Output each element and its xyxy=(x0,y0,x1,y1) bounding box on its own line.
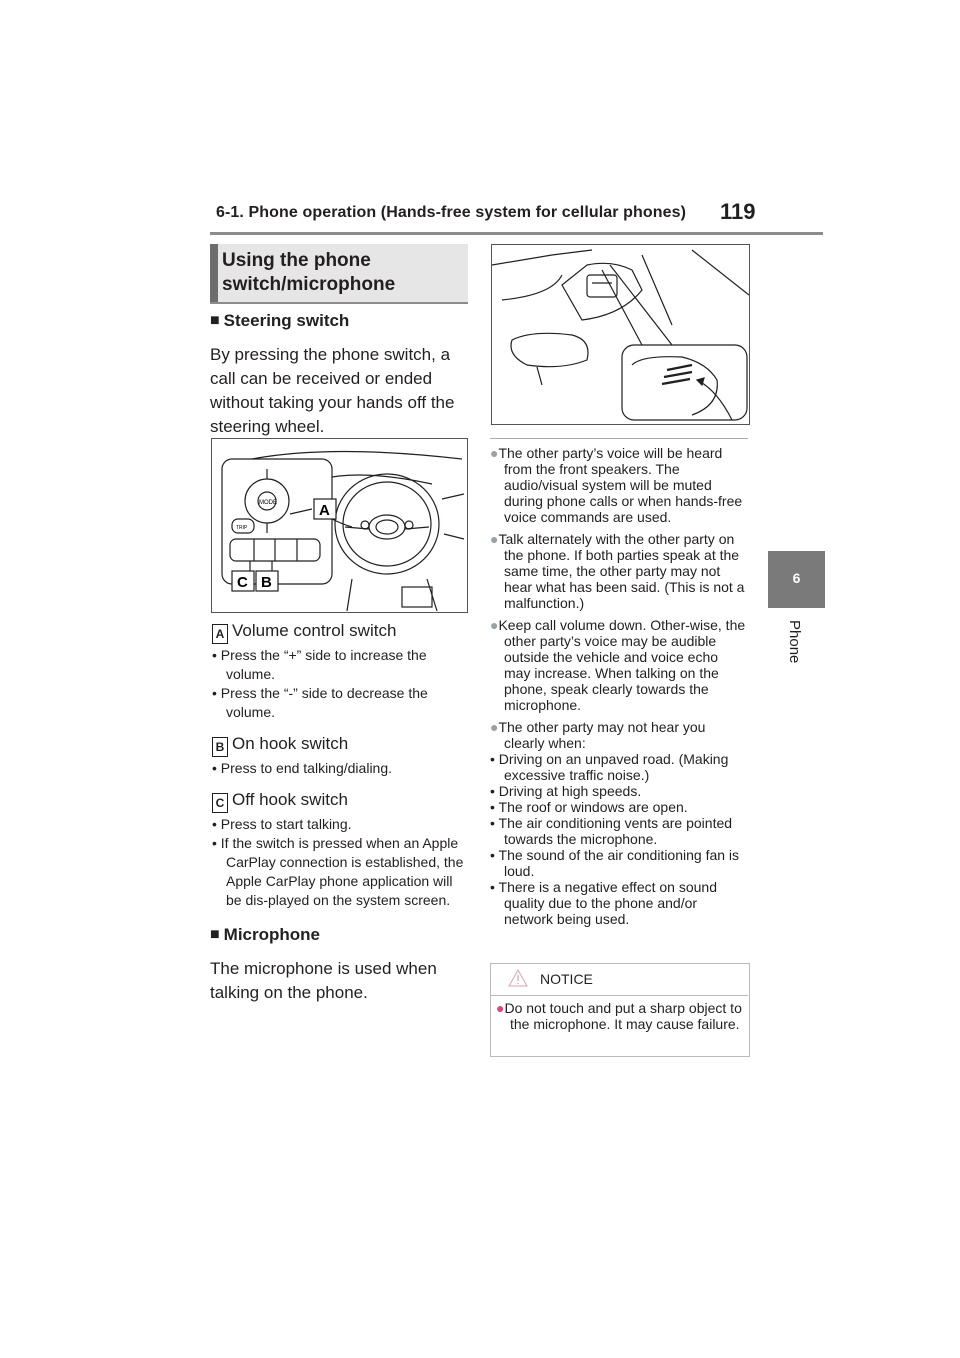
mode-button-label: MODE xyxy=(259,500,277,506)
steering-intro: By pressing the phone switch, a call can be received or ended without taking your hands off the steering wheel. xyxy=(210,345,455,436)
steering-wheel-illustration xyxy=(212,439,467,612)
bullet: • Press to start talking. xyxy=(212,816,352,832)
microphone-section xyxy=(210,925,468,1005)
chapter-number: 6 xyxy=(792,570,801,586)
square-bullet-icon: ■ xyxy=(210,312,220,329)
running-header: 6-1. Phone operation (Hands-free system for cellular phones) xyxy=(216,204,687,221)
callout-c: C xyxy=(237,574,248,591)
chapter-label: Phone xyxy=(786,620,803,664)
notice-title: NOTICE xyxy=(540,971,593,987)
label-a-badge: A xyxy=(212,624,228,644)
note-item: ●Talk alternately with the other party on the phone. If both parties speak at the same time, the other party may not hear what has been said. (This is not a malfunction.) xyxy=(490,531,745,611)
condition-item: • There is a negative effect on sound quality due to the phone and/or network being used. xyxy=(490,879,717,927)
callout-a: A xyxy=(319,502,330,519)
section-heading-bar xyxy=(210,244,218,302)
label-b-badge: B xyxy=(212,737,228,757)
microphone-illustration xyxy=(492,245,749,424)
notes-list xyxy=(490,445,748,927)
bullet: • If the switch is pressed when an Apple CarPlay connection is established, the Apple CarPlay phone application will be dis-played on the system screen. xyxy=(212,835,464,908)
note-item: ●The other party’s voice will be heard from the front speakers. The audio/visual system will be muted during phone calls or when hands-free voice commands are used. xyxy=(490,445,743,525)
page-number: 119 xyxy=(720,199,756,224)
note-item: ●The other party may not hear you clearly when: xyxy=(490,719,706,751)
item-title: On hook switch xyxy=(232,734,349,753)
bullet-dot-icon: ● xyxy=(490,531,499,547)
section-heading: Using the phone switch/microphone xyxy=(222,250,396,295)
item-on-hook xyxy=(212,734,468,778)
condition-item: • The sound of the air conditioning fan is loud. xyxy=(490,847,740,879)
steering-wheel-figure xyxy=(211,438,468,613)
microphone-figure xyxy=(491,244,750,425)
label-c-badge: C xyxy=(212,793,228,813)
bullet: • Press to end talking/dialing. xyxy=(212,760,393,776)
divider xyxy=(490,438,748,439)
item-volume xyxy=(212,621,468,722)
note-item: ●Keep call volume down. Other-wise, the other party’s voice may be audible outside the vehicle and voice echo may increase. When talking on the phone, speak clearly towards the microphone. xyxy=(490,617,746,713)
condition-item: • The air conditioning vents are pointed towards the microphone. xyxy=(490,815,733,847)
bullet: • Press the “-” side to decrease the volume. xyxy=(212,685,428,720)
item-off-hook xyxy=(212,790,468,910)
steering-section xyxy=(210,311,468,439)
bullet-dot-icon: ● xyxy=(496,1000,505,1016)
bullet-dot-icon: ● xyxy=(490,445,499,461)
condition-item: • The roof or windows are open. xyxy=(490,799,688,815)
square-bullet-icon: ■ xyxy=(210,926,220,943)
switch-list xyxy=(212,621,468,910)
trip-button-label: TRIP xyxy=(236,525,248,531)
warning-triangle-icon xyxy=(508,969,528,987)
item-title: Volume control switch xyxy=(232,621,397,640)
notice-text: ●Do not touch and put a sharp object to the microphone. It may cause failure. xyxy=(496,1000,742,1032)
bullet: • Press the “+” side to increase the volume. xyxy=(212,647,427,682)
steering-subheading: ■ Steering switch xyxy=(210,311,350,330)
condition-item: • Driving at high speeds. xyxy=(490,783,642,799)
notice-header xyxy=(490,963,748,996)
condition-item: • Driving on an unpaved road. (Making excessive traffic noise.) xyxy=(490,751,729,783)
item-title: Off hook switch xyxy=(232,790,348,809)
header-rule xyxy=(210,232,823,235)
microphone-subheading: ■ Microphone xyxy=(210,925,321,944)
callout-b: B xyxy=(261,574,272,591)
microphone-text: The microphone is used when talking on the phone. xyxy=(210,959,437,1002)
bullet-dot-icon: ● xyxy=(490,617,499,633)
bullet-dot-icon: ● xyxy=(490,719,499,735)
